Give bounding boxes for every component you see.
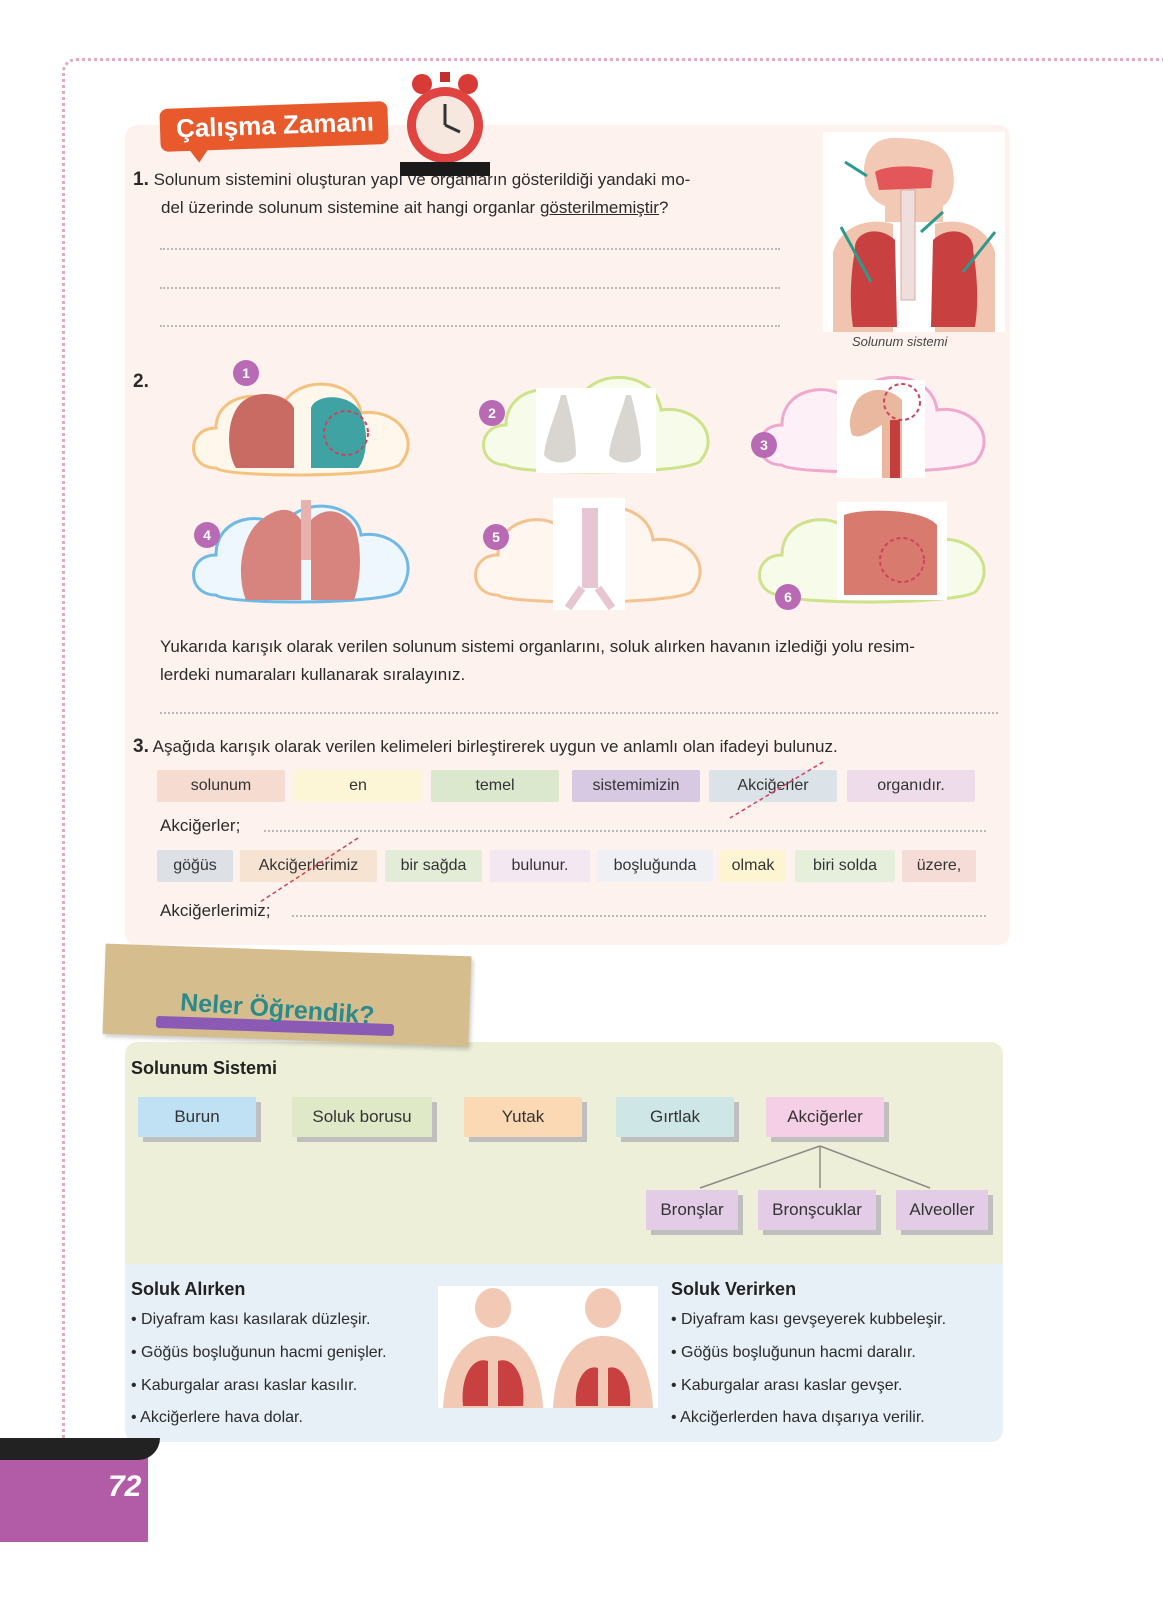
page-number: 72 (108, 1470, 142, 1503)
number-badge: 3 (751, 432, 777, 458)
word-card[interactable]: biri solda (795, 850, 895, 882)
word-card[interactable]: üzere, (902, 850, 976, 882)
word-card[interactable]: temel (431, 770, 559, 802)
number-badge: 2 (479, 400, 505, 426)
sub-box-bronscuklar: Bronşcuklar (758, 1190, 876, 1230)
word-card[interactable]: bir sağda (385, 850, 482, 882)
cloud-frame-2 (476, 360, 722, 485)
exhale-title: Soluk Verirken (671, 1279, 797, 1299)
organ-box-akcigerler: Akciğerler (766, 1097, 884, 1137)
question-1: 1. Solunum sistemini oluşturan yapı ve organların gösterildiği yandaki mo- del üzerinde solunum sistemine ait hangi organlar gösterilmemiştir? (133, 169, 691, 217)
word-card[interactable]: boşluğunda (597, 850, 713, 882)
number-badge: 5 (483, 524, 509, 550)
summary-tab-title: Neler Öğrendik? (179, 988, 376, 1030)
section-title-badge: Çalışma Zamanı (159, 101, 388, 152)
inhale-item: • Akciğerlere hava dolar. (131, 1409, 303, 1426)
summary-section-title: Solunum Sistemi (131, 1058, 278, 1078)
word-card[interactable]: Akciğerlerimiz (240, 850, 377, 882)
organ-box-soluk-borusu: Soluk borusu (292, 1097, 432, 1137)
answer-line[interactable] (160, 712, 998, 714)
inhale-item: • Kaburgalar arası kaslar kasılır. (131, 1377, 358, 1394)
cloud-frame-1 (186, 368, 426, 488)
word-card[interactable]: bulunur. (490, 850, 590, 882)
sub-box-bronslar: Bronşlar (646, 1190, 738, 1230)
number-badge: 1 (233, 360, 259, 386)
word-card[interactable]: solunum (157, 770, 285, 802)
figure-caption: Solunum sistemi (852, 334, 948, 349)
word-card[interactable]: göğüs (157, 850, 233, 882)
dashed-pointer (728, 760, 828, 820)
question-2-text: Yukarıda karışık olarak verilen solunum sistemi organlarını, soluk alırken havanın izlediği yolu resim- lerdeki numaraları kullanarak sıralayınız. (160, 637, 915, 684)
exhale-item: • Akciğerlerden hava dışarıya verilir. (671, 1409, 925, 1426)
word-card[interactable]: organıdır. (847, 770, 975, 802)
answer-line[interactable] (160, 248, 780, 250)
inhale-item: • Göğüs boşluğunun hacmi genişler. (131, 1344, 387, 1361)
word-card[interactable]: sistemimizin (572, 770, 700, 802)
alarm-clock-icon (400, 70, 490, 180)
sub-box-alveoller: Alveoller (896, 1190, 988, 1230)
answer-2-label: Akciğerlerimiz; (160, 901, 271, 920)
question-3-text: 3. Aşağıda karışık olarak verilen kelimeleri birleştirerek uygun ve anlamlı olan ifadeyi bulunuz. (133, 736, 838, 757)
organ-box-burun: Burun (138, 1097, 256, 1137)
question-2-number: 2. (133, 371, 149, 392)
answer-line[interactable] (160, 287, 780, 289)
answer-1-label: Akciğerler; (160, 816, 241, 835)
tree-connector (690, 1144, 950, 1190)
exhale-item: • Kaburgalar arası kaslar gevşer. (671, 1377, 903, 1394)
dashed-pointer (258, 836, 362, 906)
organ-box-girtlak: Gırtlak (616, 1097, 734, 1137)
cloud-frame-5 (468, 490, 714, 615)
exhale-item: • Göğüs boşluğunun hacmi daralır. (671, 1344, 916, 1361)
respiratory-system-illustration (823, 132, 1005, 332)
number-badge: 4 (194, 522, 220, 548)
organ-box-yutak: Yutak (464, 1097, 582, 1137)
word-card[interactable]: olmak (720, 850, 786, 882)
breathing-illustration (438, 1286, 658, 1408)
page-tab-shadow (0, 1438, 160, 1460)
cloud-frame-4 (186, 490, 426, 615)
answer-line[interactable] (292, 915, 986, 917)
exhale-item: • Diyafram kası gevşeyerek kubbeleşir. (671, 1311, 947, 1328)
answer-line[interactable] (160, 325, 780, 327)
word-card[interactable]: Akciğerler (709, 770, 837, 802)
inhale-item: • Diyafram kası kasılarak düzleşir. (131, 1311, 371, 1328)
cloud-frame-3 (752, 360, 998, 485)
answer-line[interactable] (264, 830, 986, 832)
word-card[interactable]: en (294, 770, 422, 802)
inhale-title: Soluk Alırken (131, 1279, 246, 1299)
number-badge: 6 (775, 584, 801, 610)
